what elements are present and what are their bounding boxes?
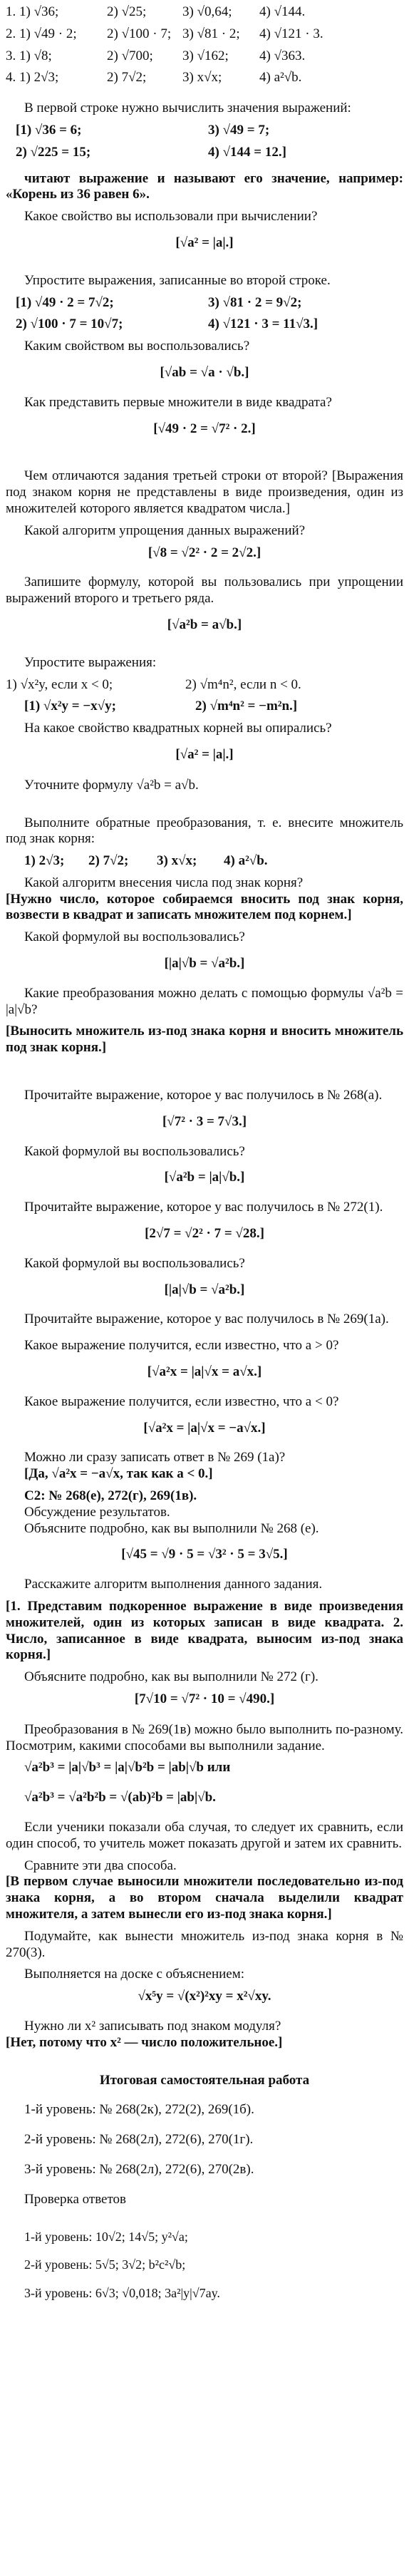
solution-row [6, 316, 403, 333]
solution-item: 4) √144 = 12.] [208, 144, 286, 160]
exercise-4-3: 3) x√x; [182, 70, 222, 86]
formula: [|a|√b = √a²b.] [164, 1282, 245, 1297]
formula: [|a|√b = √a²b.] [164, 956, 245, 972]
paragraph: Сравните эти два способа. [24, 1858, 177, 1873]
question: Можно ли сразу записать ответ в № 269 (1а)? [24, 1450, 286, 1465]
paragraph: Запишите формулу, которой вы пользовались при упрощении выражений второго и третьего ряда. [6, 575, 403, 607]
task-item: 3) x√x; [157, 853, 197, 869]
task-item: 2) √m⁴n², если n < 0. [185, 676, 301, 692]
answer-level-3: 3-й уровень: 6√3; √0,018; 3a²|y|√7ay. [24, 2285, 220, 2300]
task-item: 4) a²√b. [224, 853, 268, 869]
answer: [1. Представим подкоренное выражение в виде произведения множителей, один из которых записан в виде квадрата. 2. Число, записанное в виде квадрата, выносим из-под знака корня.] [6, 1599, 403, 1663]
question: Какой формулой вы воспользовались? [24, 1255, 245, 1271]
section-label: C2: № 268(е), 272(г), 269(1в). [24, 1488, 197, 1504]
exercise-2-4: 4) √121 · 3. [259, 26, 323, 41]
exercise-3-1: 3. 1) √8; [6, 48, 52, 63]
exercise-2-2: 2) √100 · 7; [107, 26, 172, 41]
formula: [√ab = √a · √b.] [160, 364, 249, 380]
formula: √a²b³ = |a|√b³ = |a|√b²b = |ab|√b или [24, 1760, 231, 1776]
paragraph: В первой строке нужно вычислить значения выражений: [24, 101, 351, 116]
exercise-1-1: 1. 1) √36; [6, 4, 59, 19]
solution-item: [1) √36 = 6; [16, 122, 82, 138]
answer: [Да, √a²x = −a√x, так как a < 0.] [24, 1466, 213, 1482]
exercise-3-2: 2) √700; [107, 48, 153, 63]
exercise-1-4: 4) √144. [259, 4, 306, 19]
formula: [√a² = |a|.] [175, 746, 234, 762]
exercise-1-2: 2) √25; [107, 4, 147, 19]
level-3: 3-й уровень: № 268(2л), 272(6), 270(2в). [24, 2161, 254, 2177]
answer-level-2: 2-й уровень: 5√5; 3√2; b²c²√b; [24, 2257, 186, 2272]
paragraph: Объясните подробно, как вы выполнили № 272 (г). [24, 1669, 319, 1685]
check-answers: Проверка ответов [24, 2191, 127, 2207]
answer: [Нужно число, которое собираемся вносить под знак корня, возвести в квадрат и записать множителем под корнем.] [6, 891, 403, 923]
formula: [√a²x = |a|√x = −a√x.] [143, 1420, 266, 1436]
solution-row [6, 699, 403, 715]
paragraph: Какие преобразования можно делать с помощью формулы √a²b = |a|√b? [6, 985, 403, 1017]
solution-item: [1) √49 · 2 = 7√2; [16, 294, 114, 310]
formula: [√a²b = a√b.] [167, 617, 242, 632]
question: Какой алгоритм внесения числа под знак корня? [24, 875, 304, 890]
formula: [√a²x = |a|√x = a√x.] [147, 1364, 262, 1380]
task-item: 1) 2√3; [24, 853, 65, 869]
formula: [7√10 = √7² · 10 = √490.] [134, 1691, 275, 1706]
question: Какое свойство вы использовали при вычислении? [24, 209, 318, 225]
answer: [Выносить множитель из-под знака корня и вносить множитель под знак корня.] [6, 1024, 403, 1056]
paragraph: Обсуждение результатов. [24, 1504, 170, 1520]
exercise-row-4 [6, 70, 403, 86]
answer-level-1: 1-й уровень: 10√2; 14√5; y²√a; [24, 2229, 188, 2244]
paragraph: Объясните подробно, как вы выполнили № 268 (е). [24, 1520, 319, 1536]
solution-item: 2) √m⁴n² = −m²n.] [195, 699, 298, 714]
solution-item: 3) √49 = 7; [208, 122, 270, 138]
exercise-4-4: 4) a²√b. [259, 70, 302, 86]
paragraph: Упростите выражения: [24, 654, 157, 670]
formula: [√7² · 3 = 7√3.] [162, 1113, 247, 1129]
formula: [2√7 = √2² · 7 = √28.] [145, 1226, 264, 1242]
paragraph: Упростите выражения, записанные во второй строке. [24, 272, 331, 288]
solution-item: 3) √81 · 2 = 9√2; [208, 294, 302, 310]
paragraph: Выполняется на доске с объяснением: [24, 1967, 245, 1982]
question: Какое выражение получится, если известно, что a > 0? [24, 1338, 339, 1354]
question: На какое свойство квадратных корней вы опирались? [24, 721, 332, 736]
exercise-3-3: 3) √162; [182, 48, 229, 63]
question: Как представить первые множители в виде квадрата? [24, 394, 332, 410]
question: Какое выражение получится, если известно, что a < 0? [24, 1393, 339, 1409]
level-2: 2-й уровень: № 268(2л), 272(6), 270(1г). [24, 2132, 254, 2148]
solution-row [6, 123, 403, 139]
exercise-3-4: 4) √363. [259, 48, 306, 63]
answer: [В первом случае выносили множители последовательно из-под знака корня, а во втором сначала выделили квадрат множителя, а затем вынесли его из-под знака корня.] [6, 1874, 403, 1922]
paragraph: Уточните формулу √a²b = a√b. [24, 777, 199, 793]
level-1: 1-й уровень: № 268(2к), 272(2), 269(1б). [24, 2102, 254, 2118]
exercise-row-1 [6, 4, 403, 21]
section-title: Итоговая самостоятельная работа [99, 2072, 310, 2088]
task-row [6, 677, 403, 694]
formula: [√a²b = |a|√b.] [164, 1170, 245, 1185]
paragraph: Преобразования в № 269(1в) можно было выполнить по-разному. Посмотрим, какими способами вы выполнили задание. [6, 1721, 403, 1753]
formula: √a²b³ = √a²b²b = √(ab)²b = |ab|√b. [24, 1790, 216, 1805]
exercise-4-1: 4. 1) 2√3; [6, 70, 59, 86]
task-row [6, 853, 403, 870]
question: Каким свойством вы воспользовались? [24, 339, 250, 354]
solution-item: [1) √x²y = −x√y; [24, 699, 116, 714]
paragraph: Расскажите алгоритм выполнения данного задания. [24, 1577, 323, 1592]
paragraph: Прочитайте выражение, которое у вас получилось в № 272(1). [24, 1200, 383, 1215]
question: Какой формулой вы воспользовались? [24, 1143, 245, 1159]
paragraph: Прочитайте выражение, которое у вас получилось в № 268(а). [24, 1088, 383, 1103]
answer: [Нет, потому что x² — число положительное.] [6, 2034, 283, 2050]
formula: [√49 · 2 = √7² · 2.] [153, 421, 256, 436]
question: Нужно ли x² записывать под знаком модуля? [24, 2018, 281, 2034]
exercise-2-1: 2. 1) √49 · 2; [6, 26, 77, 41]
paragraph: читают выражение и называют его значение, например: «Корень из 36 равен 6». [6, 170, 403, 202]
exercise-2-3: 3) √81 · 2; [182, 26, 240, 41]
paragraph: Выполните обратные преобразования, т. е. внесите множитель под знак корня: [6, 815, 403, 847]
paragraph: Если ученики показали оба случая, то следует их сравнить, если один способ, то учитель может показать другой и затем их сравнить. [6, 1819, 403, 1851]
formula: [√a² = |a|.] [175, 235, 234, 250]
paragraph: Чем отличаются задания третьей строки от второй? [Выражения под знаком корня не представлены в виде произведения, один из множителей которого является квадратом числа.] [6, 468, 403, 516]
exercise-row-3 [6, 48, 403, 65]
formula: [√8 = √2² · 2 = 2√2.] [147, 545, 262, 560]
solution-item: 2) √225 = 15; [16, 144, 91, 160]
paragraph: Прочитайте выражение, которое у вас получилось в № 269(1а). [24, 1312, 389, 1327]
solution-item: 4) √121 · 3 = 11√3.] [208, 316, 319, 332]
formula: √x⁵y = √(x²)²xy = x²√xy. [138, 1989, 271, 2004]
exercise-1-3: 3) √0,64; [182, 4, 232, 19]
task-item: 2) 7√2; [88, 853, 129, 869]
solution-row [6, 295, 403, 311]
solution-item: 2) √100 · 7 = 10√7; [16, 316, 123, 332]
task-item: 1) √x²y, если x < 0; [6, 676, 113, 692]
question: Какой алгоритм упрощения данных выражений? [24, 522, 306, 538]
exercise-row-2 [6, 26, 403, 43]
question: Какой формулой вы воспользовались? [24, 929, 245, 945]
solution-row [6, 145, 403, 161]
formula: [√45 = √9 · 5 = √3² · 5 = 3√5.] [121, 1547, 288, 1562]
exercise-4-2: 2) 7√2; [107, 70, 147, 86]
paragraph: Подумайте, как вынести множитель из-под знака корня в № 270(3). [6, 1928, 403, 1960]
